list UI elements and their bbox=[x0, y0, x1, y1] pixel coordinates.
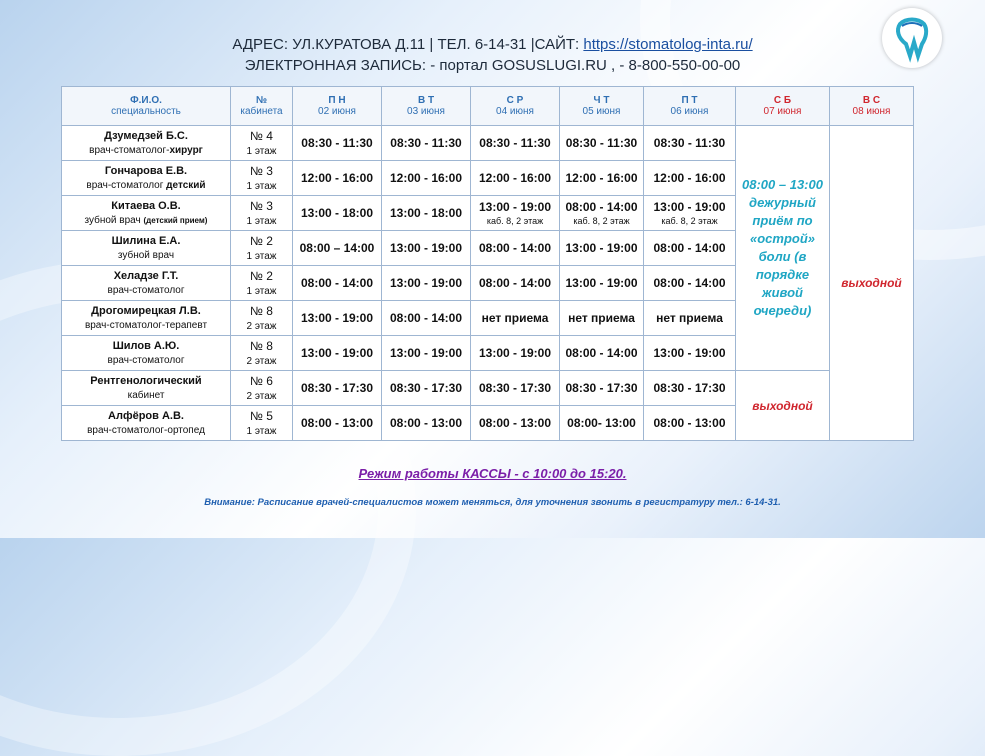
room-cell: № 2 1 этаж bbox=[231, 231, 293, 266]
time-slot: 08:30 - 17:30 bbox=[382, 371, 471, 406]
time-slot: нет приема bbox=[560, 301, 644, 336]
table-row bbox=[62, 126, 914, 161]
col-day: В Т 03 июня bbox=[382, 87, 471, 126]
col-day: Ч Т 05 июня bbox=[560, 87, 644, 126]
doctor-cell bbox=[62, 161, 231, 196]
room-cell: № 3 1 этаж bbox=[231, 196, 293, 231]
doctor-name: Хеладзе Г.Т. bbox=[113, 270, 179, 282]
room-cell: № 3 1 этаж bbox=[231, 161, 293, 196]
time-slot: 08:00 - 14:00 bbox=[644, 231, 736, 266]
time-slot: 12:00 - 16:00 bbox=[560, 161, 644, 196]
room-cell: № 6 2 этаж bbox=[231, 371, 293, 406]
doctor-specialty: врач-стоматолог bbox=[107, 285, 185, 296]
doctor-cell bbox=[62, 126, 231, 161]
time-slot: 13:00 - 19:00 каб. 8, 2 этаж bbox=[471, 196, 560, 231]
time-slot: нет приема bbox=[644, 301, 736, 336]
doctor-cell bbox=[62, 266, 231, 301]
schedule-notice: Внимание: Расписание врачей-специалистов может меняться, для уточнения звонить в регистратуру тел.: 6-14-31. bbox=[204, 497, 781, 508]
time-slot: 08:30 - 11:30 bbox=[560, 126, 644, 161]
room-cell: № 8 2 этаж bbox=[231, 336, 293, 371]
doctor-name: Алфёров А.В. bbox=[108, 410, 184, 422]
doctor-name: Китаева О.В. bbox=[111, 200, 181, 212]
address-text: АДРЕС: УЛ.КУРАТОВА Д.11 | ТЕЛ. 6-14-31 |САЙТ: bbox=[232, 36, 584, 53]
col-sunday: В С 08 июня bbox=[830, 87, 914, 126]
col-day: П Т 06 июня bbox=[644, 87, 736, 126]
time-slot: 13:00 - 19:00 bbox=[560, 266, 644, 301]
time-slot: 08:00- 13:00 bbox=[560, 406, 644, 441]
time-slot: 08:00 - 14:00 каб. 8, 2 этаж bbox=[560, 196, 644, 231]
time-slot: 08:00 - 14:00 bbox=[471, 266, 560, 301]
time-slot: 13:00 - 19:00 bbox=[293, 301, 382, 336]
time-slot: 08:30 - 11:30 bbox=[293, 126, 382, 161]
doctor-cell bbox=[62, 231, 231, 266]
address-line bbox=[0, 36, 985, 53]
doctor-specialty: врач-стоматолог-терапевт bbox=[84, 320, 208, 331]
doctor-name: Дзумедзей Б.С. bbox=[104, 130, 188, 142]
time-slot: 13:00 - 19:00 bbox=[382, 231, 471, 266]
site-link[interactable]: https://stomatolog-inta.ru/ bbox=[583, 36, 753, 53]
col-day: С Р 04 июня bbox=[471, 87, 560, 126]
time-slot: 13:00 - 19:00 bbox=[293, 336, 382, 371]
doctor-specialty: врач-стоматолог bbox=[107, 355, 185, 366]
time-slot: 08:00 - 13:00 bbox=[644, 406, 736, 441]
time-slot: 08:00 - 14:00 bbox=[293, 266, 382, 301]
doctor-specialty: врач-стоматолог детский bbox=[86, 180, 206, 191]
doctor-name: Шилина Е.А. bbox=[111, 235, 181, 247]
doctor-cell bbox=[62, 196, 231, 231]
doctor-cell bbox=[62, 406, 231, 441]
time-slot: 13:00 - 19:00 bbox=[644, 336, 736, 371]
room-cell: № 2 1 этаж bbox=[231, 266, 293, 301]
doctor-specialty: зубной врач bbox=[117, 250, 175, 261]
time-slot: 08:30 - 17:30 bbox=[293, 371, 382, 406]
time-slot: 08:00 – 14:00 bbox=[293, 231, 382, 266]
time-slot: 13:00 - 19:00 каб. 8, 2 этаж bbox=[644, 196, 736, 231]
doctor-specialty: врач-стоматолог-хирург bbox=[89, 145, 203, 156]
doctor-specialty: кабинет bbox=[127, 390, 165, 401]
time-slot: 12:00 - 16:00 bbox=[293, 161, 382, 196]
time-slot: 13:00 - 19:00 bbox=[382, 336, 471, 371]
time-slot: 08:30 - 17:30 bbox=[560, 371, 644, 406]
time-slot: 08:30 - 17:30 bbox=[644, 371, 736, 406]
col-name: Ф.И.О. специальность bbox=[62, 87, 231, 126]
time-slot: 13:00 - 18:00 bbox=[293, 196, 382, 231]
doctor-cell bbox=[62, 371, 231, 406]
time-slot: 12:00 - 16:00 bbox=[644, 161, 736, 196]
clinic-logo bbox=[882, 8, 942, 68]
table-header-row bbox=[62, 87, 914, 126]
tooth-icon bbox=[882, 8, 942, 68]
time-slot: 08:00 - 13:00 bbox=[382, 406, 471, 441]
time-slot: 13:00 - 19:00 bbox=[560, 231, 644, 266]
time-slot: 12:00 - 16:00 bbox=[382, 161, 471, 196]
time-slot: 08:00 - 13:00 bbox=[471, 406, 560, 441]
time-slot: 08:00 - 14:00 bbox=[382, 301, 471, 336]
time-slot: нет приема bbox=[471, 301, 560, 336]
doctor-specialty: зубной врач (детский прием) bbox=[84, 215, 208, 226]
time-slot: 08:00 - 13:00 bbox=[293, 406, 382, 441]
e-registration-line: ЭЛЕКТРОННАЯ ЗАПИСЬ: - портал GOSUSLUGI.RU , - 8-800-550-00-00 bbox=[244, 57, 741, 74]
time-slot: 13:00 - 19:00 bbox=[471, 336, 560, 371]
room-cell: № 8 2 этаж bbox=[231, 301, 293, 336]
time-slot: 08:00 - 14:00 bbox=[560, 336, 644, 371]
doctor-specialty: врач-стоматолог-ортопед bbox=[87, 425, 205, 436]
doctor-name: Шилов А.Ю. bbox=[112, 340, 180, 352]
room-cell: № 5 1 этаж bbox=[231, 406, 293, 441]
saturday-duty-note: 08:00 – 13:00 дежурный приём по «острой» боли (в порядке живой очереди) bbox=[736, 126, 830, 371]
sunday-day-off: выходной bbox=[830, 126, 914, 441]
col-saturday: С Б 07 июня bbox=[736, 87, 830, 126]
doctor-name: Гончарова Е.В. bbox=[104, 165, 188, 177]
doctor-cell bbox=[62, 336, 231, 371]
cash-hours: Режим работы КАССЫ - с 10:00 до 15:20. bbox=[358, 466, 627, 481]
time-slot: 12:00 - 16:00 bbox=[471, 161, 560, 196]
saturday-day-off: выходной bbox=[736, 371, 830, 441]
time-slot: 08:30 - 11:30 bbox=[644, 126, 736, 161]
col-room: № кабинета bbox=[231, 87, 293, 126]
table-row bbox=[62, 371, 914, 406]
time-slot: 08:30 - 11:30 bbox=[471, 126, 560, 161]
time-slot: 08:30 - 11:30 bbox=[382, 126, 471, 161]
time-slot: 08:30 - 17:30 bbox=[471, 371, 560, 406]
doctor-name: Дрогомирецкая Л.В. bbox=[91, 305, 201, 317]
time-slot: 13:00 - 18:00 bbox=[382, 196, 471, 231]
col-day: П Н 02 июня bbox=[293, 87, 382, 126]
doctor-cell bbox=[62, 301, 231, 336]
room-cell: № 4 1 этаж bbox=[231, 126, 293, 161]
time-slot: 13:00 - 19:00 bbox=[382, 266, 471, 301]
time-slot: 08:00 - 14:00 bbox=[471, 231, 560, 266]
doctor-name: Рентгенологический bbox=[90, 375, 202, 387]
schedule-table bbox=[61, 86, 914, 441]
time-slot: 08:00 - 14:00 bbox=[644, 266, 736, 301]
